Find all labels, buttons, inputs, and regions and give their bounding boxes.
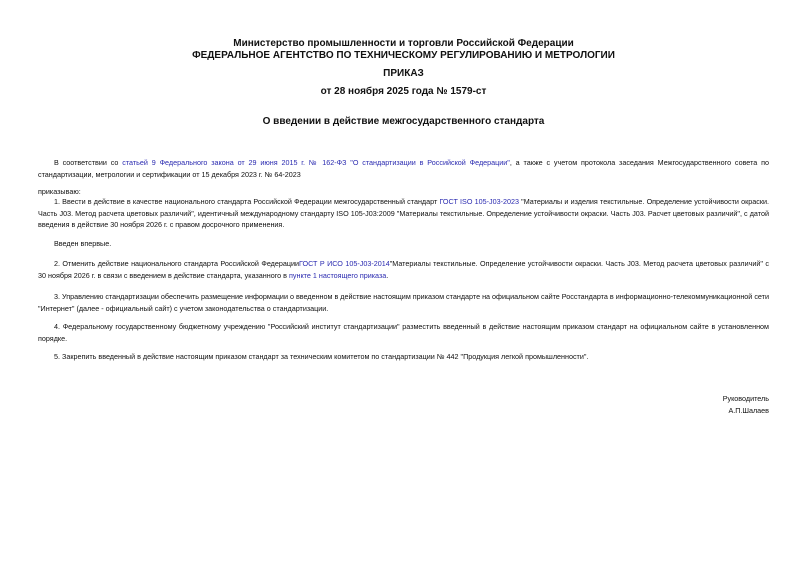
signer-name: А.П.Шалаев (728, 406, 769, 415)
item-1-paragraph (38, 196, 769, 231)
item-4-text: 4. Федеральному государственному бюджетному учреждению "Российский институт стандартизации" разместить введенный в действие настоящим приказом стандарт на официальном сайте в установленном порядке. (38, 322, 769, 343)
document-title: О введении в действие межгосударственного стандарта (262, 116, 545, 127)
document-date-number: от 28 ноября 2025 года № 1579-ст (320, 86, 487, 97)
intro-paragraph (38, 157, 769, 180)
item-2-middle: "Материалы текстильные. Определение устойчивости окраски. Часть J03. Метод расчета цветовых различий" с 30 ноября 2026 г. в связи с введением в действие стандарта, указанного в (38, 259, 769, 280)
introduced-first-text: Введен впервые. (54, 239, 112, 248)
item-2-suffix: . (386, 270, 389, 280)
document-type: ПРИКАЗ (383, 68, 424, 79)
item-3-text: 3. Управлению стандартизации обеспечить размещение информации о введенном в действие настоящим приказом стандарте на официальном сайте Росстандарта в информационно-телекоммуникационной сети "Интернет" (далее - официальный сайт) с учетом законодательства о стандартизации. (38, 292, 769, 313)
intro-suffix: , а также с учетом протокола заседания Межгосударственного совета по стандартизации, метрологии и сертификации от 15 декабря 2023 г. № 64-2023 (38, 158, 770, 179)
agency-name: ФЕДЕРАЛЬНОЕ АГЕНТСТВО ПО ТЕХНИЧЕСКОМУ РЕГУЛИРОВАНИЮ И МЕТРОЛОГИИ (192, 50, 615, 61)
ministry-name: Министерство промышленности и торговли Российской Федерации (233, 38, 574, 49)
item-5-paragraph (38, 351, 769, 363)
law-article-link[interactable]: статьей 9 Федерального закона от 29 июня 2015 г. № 162-ФЗ "О стандартизации в Российской Федерации" (122, 158, 510, 167)
item-1-prefix: 1. Ввести в действие в качестве национального стандарта Российской Федерации межгосударственный стандарт (54, 197, 440, 206)
item-5-text: 5. Закрепить введенный в действие настоящим приказом стандарт за техническим комитетом по стандартизации № 442 "Продукция легкой промышленности". (54, 352, 589, 361)
item-1-suffix: "Материалы и изделия текстильные. Определение устойчивости окраски. Часть J03. Метод расчета цветовых различий", идентичный международному стандарту ISO 105-J03:2009 "Материалы текстильные. Определение устойчивости окраски. Часть J03. Расчет цветовых различий", с датой введения в действие 30 ноября 2026 г. с правом досрочного применения. (38, 197, 770, 229)
item-2-prefix: 2. Отменить действие национального стандарта Российской Федерации (54, 259, 300, 268)
intro-prefix: В соответствии со (54, 158, 123, 167)
gost-iso-standard-link[interactable]: ГОСТ ISO 105-J03-2023 (439, 197, 519, 206)
signer-role: Руководитель (722, 394, 769, 403)
item-4-paragraph (38, 321, 769, 344)
item-1-reference-link[interactable]: пункте 1 настоящего приказа (289, 270, 387, 280)
introduced-first-paragraph (38, 238, 769, 250)
order-word: приказываю: (38, 187, 81, 196)
item-2-paragraph (38, 258, 769, 281)
item-3-paragraph (38, 291, 769, 314)
gost-r-iso-standard-link[interactable]: ГОСТ Р ИСО 105-J03-2014 (299, 259, 390, 268)
